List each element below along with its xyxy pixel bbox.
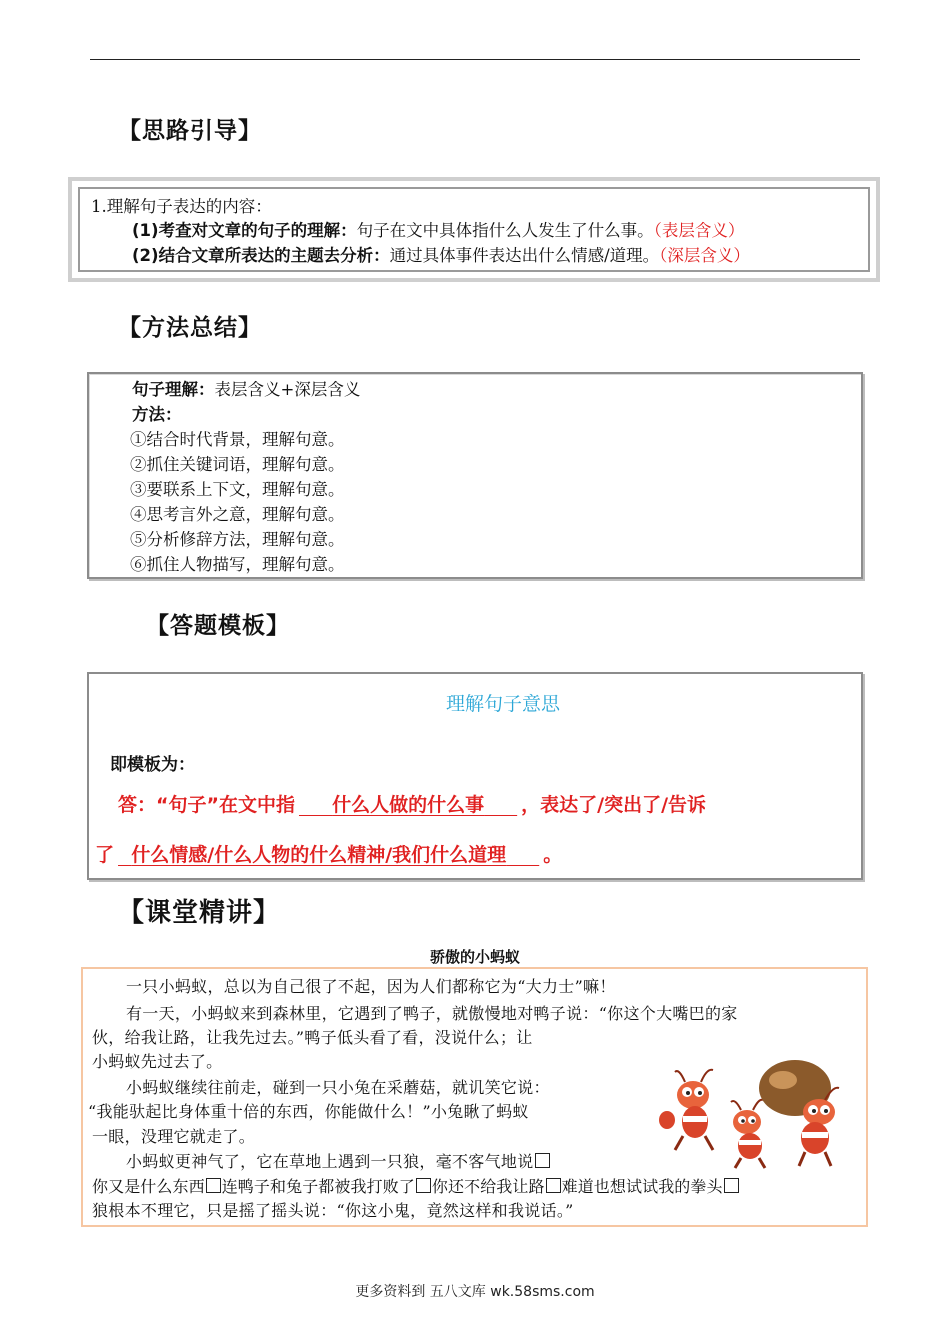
thinking-line-3-note: （深层含义） xyxy=(659,246,750,265)
story-line: 狼根本不理它，只是摇了摇头说：“你这小鬼，竟然这样和我说话。” xyxy=(92,1201,574,1220)
method-item: ①结合时代背景，理解句意。 xyxy=(130,430,345,449)
template-intro: 即模板为： xyxy=(110,755,195,775)
story-title: 骄傲的小蚂蚁 xyxy=(429,948,520,966)
answer-blank-2-text: 什么情感/什么人物的什么精神/我们什么道理 xyxy=(131,844,507,866)
heading-lecture: 【课堂精讲】 xyxy=(118,898,281,928)
answer-blank-1-text: 什么人做的什么事 xyxy=(332,794,485,816)
template-answer-line-1 xyxy=(118,790,706,817)
story-line: 一只小蚂蚁，总以为自己很了不起，因为人们都称它为“大力士”嘛！ xyxy=(126,977,616,996)
method-item: ④思考言外之意，理解句意。 xyxy=(130,505,345,524)
method-summary-label: 句子理解： xyxy=(132,380,215,399)
thinking-line-2 xyxy=(132,220,744,242)
answer-le: 了 xyxy=(95,844,115,866)
thinking-line-3-text: 通过具体事件表达出什么情感/道理。 xyxy=(389,246,660,265)
story-line: 有一天，小蚂蚁来到森林里，它遇到了鸭子，就傲慢地对鸭子说：“你这个大嘴巴的家 xyxy=(126,1004,738,1023)
answer-middle: ，表达了/突出了/告诉 xyxy=(521,794,707,816)
template-answer-line-2 xyxy=(95,840,562,867)
missing-glyph-box xyxy=(724,1178,739,1193)
ant-middle xyxy=(731,1100,765,1168)
answer-blank-2 xyxy=(114,844,543,866)
story-line-9-part: 难道也想试试我的拳头 xyxy=(561,1177,723,1196)
story-line: “我能驮起比身体重十倍的东西，你能做什么！”小兔瞅了蚂蚁 xyxy=(88,1102,529,1121)
answer-blank-1 xyxy=(295,794,521,816)
method-summary-text: 表层含义+深层含义 xyxy=(214,380,361,399)
missing-glyph-box xyxy=(206,1178,221,1193)
story-line-9-part: 连鸭子和兔子都被我打败了 xyxy=(221,1177,415,1196)
heading-thinking: 【思路引导】 xyxy=(118,118,262,144)
heading-template: 【答题模板】 xyxy=(146,613,290,639)
story-line-9-part: 你还不给我让路 xyxy=(431,1177,545,1196)
ant-left xyxy=(659,1070,713,1150)
answer-end: 。 xyxy=(543,844,563,866)
method-summary xyxy=(132,379,360,401)
header-rule xyxy=(90,59,860,60)
thinking-line-2-label: (1)考查对文章的句子的理解： xyxy=(132,221,357,240)
story-line-9-part: 你又是什么东西 xyxy=(92,1177,205,1196)
story-line xyxy=(92,1176,740,1198)
story-line: 小蚂蚁继续往前走，碰到一只小兔在采蘑菇，就讥笑它说： xyxy=(126,1078,550,1097)
thinking-line-3 xyxy=(132,245,750,267)
footer-text: 更多资料到 五八文库 wk.58sms.com xyxy=(355,1284,595,1300)
method-label: 方法： xyxy=(132,405,182,424)
template-title: 理解句子意思 xyxy=(445,693,560,715)
method-item: ②抓住关键词语，理解句意。 xyxy=(130,455,345,474)
story-line xyxy=(126,1151,551,1173)
story-line: 一眼，没理它就走了。 xyxy=(92,1127,256,1146)
thinking-line-3-label: (2)结合文章所表达的主题去分析： xyxy=(132,246,390,265)
method-item: ③要联系上下文，理解句意。 xyxy=(130,480,345,499)
thinking-line-2-note: （表层含义） xyxy=(653,221,745,240)
story-line: 伙，给我让路，让我先过去。”鸭子低头看了看，没说什么；让 xyxy=(92,1028,533,1047)
heading-method: 【方法总结】 xyxy=(118,315,262,341)
thinking-line-2-text: 句子在文中具体指什么人发生了什么事。 xyxy=(356,221,654,240)
missing-glyph-box xyxy=(546,1178,561,1193)
method-item: ⑥抓住人物描写，理解句意。 xyxy=(130,555,345,574)
story-line-8-text: 小蚂蚁更神气了，它在草地上遇到一只狼，毫不客气地说 xyxy=(126,1152,534,1171)
ants-illustration xyxy=(655,1050,855,1170)
missing-glyph-box xyxy=(535,1153,550,1168)
story-line: 小蚂蚁先过去了。 xyxy=(92,1052,223,1071)
missing-glyph-box xyxy=(416,1178,431,1193)
answer-prefix: 答：“句子”在文中指 xyxy=(118,794,295,816)
method-item: ⑤分析修辞方法，理解句意。 xyxy=(130,530,345,549)
thinking-line-1: 1.理解句子表达的内容： xyxy=(91,197,272,216)
